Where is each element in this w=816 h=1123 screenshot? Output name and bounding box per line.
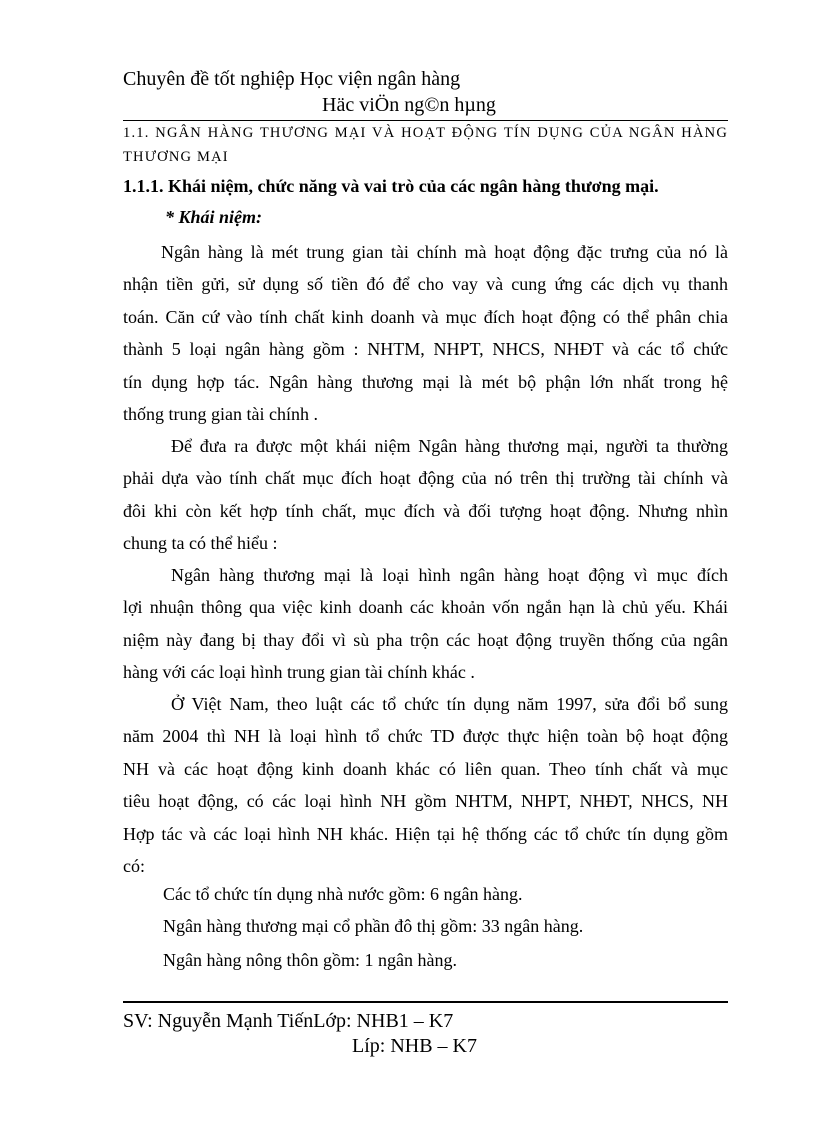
paragraph-line: năm 2004 thì NH là loại hình tổ chức TD được thực hiện toàn bộ hoạt động xyxy=(123,726,728,747)
paragraph-line: thành 5 loại ngân hàng gồm : NHTM, NHPT, NHCS, NHĐT và các tổ chức xyxy=(123,339,728,360)
paragraph-line: Ngân hàng là mét trung gian tài chính mà hoạt động đặc trưng của nó là xyxy=(161,242,728,262)
list-item: Ngân hàng thương mại cổ phần đô thị gồm: 33 ngân hàng. xyxy=(163,916,584,936)
subsection-title: 1.1.1. Khái niệm, chức năng và vai trò của các ngân hàng thương mại. xyxy=(123,176,659,196)
paragraph-line: chung ta có thể hiểu : xyxy=(123,533,278,554)
paragraph-line: NH và các hoạt động kinh doanh khác có liên quan. Theo tính chất và mục xyxy=(123,758,728,779)
paragraph-4 xyxy=(123,688,728,882)
footer-class-info: Líp: NHB – K7 xyxy=(352,1035,477,1057)
section-title: 1.1. NGÂN HÀNG THƯƠNG MẠI VÀ HOẠT ĐỘNG TÍN DỤNG CỦA NGÂN HÀNG THƯƠNG MẠI xyxy=(123,125,728,165)
paragraph-line: tiêu hoạt động, có các loại hình NH gồm NHTM, NHPT, NHĐT, NHCS, NH xyxy=(123,791,728,812)
paragraph-1 xyxy=(123,236,728,430)
paragraph-line: nhận tiền gửi, sử dụng số tiền đó để cho vay và cung ứng các dịch vụ thanh xyxy=(123,274,728,295)
list-item: Ngân hàng nông thôn gồm: 1 ngân hàng. xyxy=(163,950,457,970)
footer-student-info: SV: Nguyễn Mạnh TiếnLớp: NHB1 – K7 xyxy=(123,1010,454,1032)
paragraph-line: lợi nhuận thông qua việc kinh doanh các khoản vốn ngắn hạn là chủ yếu. Khái xyxy=(123,597,728,618)
paragraph-line: tín dụng hợp tác. Ngân hàng thương mại là mét bộ phận lớn nhất trong hệ xyxy=(123,371,728,392)
paragraph-line: Để đưa ra được một khái niệm Ngân hàng thương mại, người ta thường xyxy=(171,436,728,456)
paragraph-line: niệm này đang bị thay đổi vì sù pha trộn các hoạt động truyền thống của ngân xyxy=(123,629,728,650)
footer-divider xyxy=(123,1001,728,1003)
paragraph-line: Hợp tác và các loại hình NH khác. Hiện tại hệ thống các tổ chức tín dụng gồm xyxy=(123,823,728,844)
paragraph-line: thống trung gian tài chính . xyxy=(123,403,318,424)
paragraph-line: đôi khi còn kết hợp tính chất, mục đích và đối tượng hoạt động. Nhưng nhìn xyxy=(123,500,728,521)
paragraph-line: có: xyxy=(123,855,145,876)
paragraph-2 xyxy=(123,430,728,560)
paragraph-line: Ngân hàng thương mại là loại hình ngân hàng hoạt động vì mục đích xyxy=(171,565,728,585)
paragraph-line: Ở Việt Nam, theo luật các tổ chức tín dụng năm 1997, sửa đổi bổ sung xyxy=(171,694,728,714)
definition-label: * Khái niệm: xyxy=(165,207,263,227)
page-header-title: Chuyên đề tốt nghiệp Học viện ngân hàng xyxy=(123,68,461,90)
paragraph-line: phải dựa vào tính chất mục đích hoạt động của nó trên thị trường tài chính và xyxy=(123,468,728,489)
paragraph-line: toán. Căn cứ vào tính chất kinh doanh và mục đích hoạt động có thể phân chia xyxy=(123,306,728,327)
page-header-subtitle: Häc viÖn ng©n hµng xyxy=(322,94,496,116)
list-item: Các tổ chức tín dụng nhà nước gồm: 6 ngân hàng. xyxy=(163,884,523,904)
paragraph-3 xyxy=(123,559,728,689)
paragraph-line: hàng với các loại hình trung gian tài chính khác . xyxy=(123,662,475,683)
